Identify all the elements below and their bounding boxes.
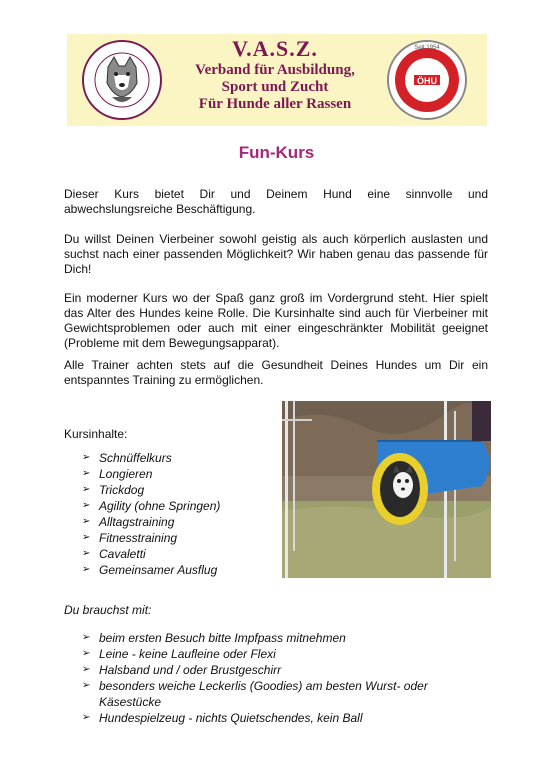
list-item: ➢ Leine - keine Laufleine oder Flexi (82, 647, 276, 661)
course-contents-label: Kursinhalte: (64, 427, 128, 441)
arrow-bullet-icon: ➢ (82, 548, 91, 559)
intro-paragraph: Dieser Kurs bietet Dir und Deinem Hund eine sinnvolle und abwechslungsreiche Beschäftigung. (64, 187, 488, 216)
bring-list (82, 630, 429, 726)
banner-title: V.A.S.Z. (232, 36, 318, 61)
list-item: ➢ Longieren (82, 467, 153, 481)
list-item: ➢ Agility (ohne Springen) (82, 499, 221, 513)
list-item: ➢ Schnüffelkurs (82, 451, 172, 465)
arrow-bullet-icon: ➢ (82, 468, 91, 479)
list-item: ➢ besonders weiche Leckerlis (Goodies) am besten Wurst- oder Käsestücke (82, 679, 428, 709)
svg-text:Seit 1954: Seit 1954 (414, 45, 440, 51)
banner-text (166, 36, 384, 113)
arrow-bullet-icon: ➢ (82, 484, 91, 495)
intro-paragraph: Ein moderner Kurs wo der Spaß ganz groß im Vordergrund steht. Hier spielt das Alter des Hundes keine Rolle. Die Kursinhalte sind auch für Vierbeiner mit Gewichtsproblemen oder auch mit einer eingeschränkter Mobilität geeignet (Probleme mit dem Bewegungsapparat). (64, 291, 488, 350)
svg-text:ÖHU: ÖHU (417, 76, 437, 86)
arrow-bullet-icon: ➢ (82, 664, 91, 675)
bring-label: Du brauchst mit: (64, 603, 152, 617)
list-item: ➢ Gemeinsamer Ausflug (82, 563, 218, 577)
arrow-bullet-icon: ➢ (82, 516, 91, 527)
arrow-bullet-icon: ➢ (82, 532, 91, 543)
arrow-bullet-icon: ➢ (82, 712, 91, 723)
banner-subtitle-line: Sport und Zucht (221, 79, 329, 95)
list-item: ➢ Cavaletti (82, 547, 146, 561)
list-item: ➢ beim ersten Besuch bitte Impfpass mitnehmen (82, 631, 346, 645)
arrow-bullet-icon: ➢ (82, 632, 91, 643)
vasz-logo-icon (81, 39, 163, 121)
page-title: Fun-Kurs (238, 143, 315, 162)
list-item: ➢ Trickdog (82, 483, 145, 497)
arrow-bullet-icon: ➢ (82, 564, 91, 575)
banner-subtitle-line: Für Hunde aller Rassen (198, 96, 352, 112)
intro-paragraph: Alle Trainer achten stets auf die Gesundheit Deines Hundes um Dir ein entspanntes Training zu ermöglichen. (64, 358, 488, 387)
arrow-bullet-icon: ➢ (82, 500, 91, 511)
arrow-bullet-icon: ➢ (82, 680, 91, 691)
list-item: ➢ Fitnesstraining (82, 531, 178, 545)
arrow-bullet-icon: ➢ (82, 452, 91, 463)
list-item: ➢ Halsband und / oder Brustgeschirr (82, 663, 282, 677)
banner-subtitle-line: Verband für Ausbildung, (195, 62, 355, 78)
course-contents-list (82, 450, 220, 578)
arrow-bullet-icon: ➢ (82, 648, 91, 659)
dog-tunnel-photo (282, 401, 491, 578)
list-item: ➢ Alltagstraining (82, 515, 175, 529)
ohu-logo-icon (386, 39, 468, 121)
intro-paragraph: Du willst Deinen Vierbeiner sowohl geistig als auch körperlich auslasten und suchst nach einer passenden Möglichkeit? Wir haben genau das passende für Dich! (64, 232, 488, 276)
list-item: ➢ Hundespielzeug - nichts Quietschendes, kein Ball (82, 711, 363, 725)
